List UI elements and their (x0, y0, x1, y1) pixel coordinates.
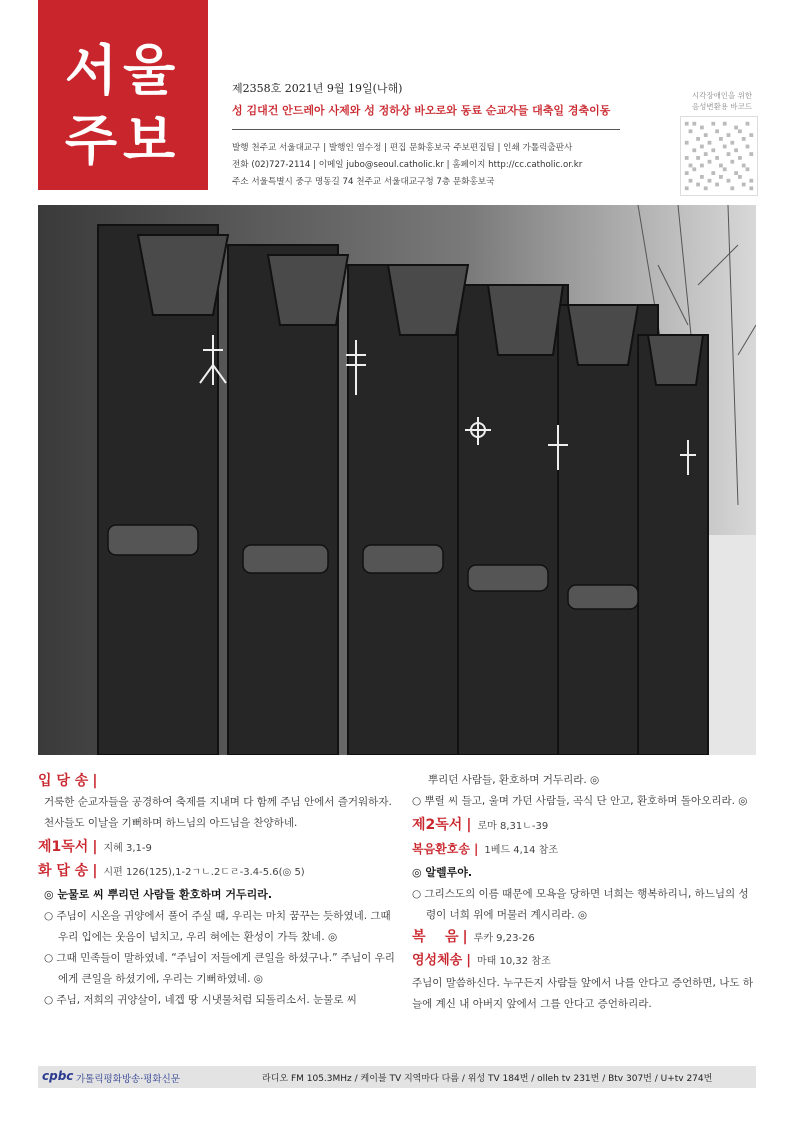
barcode-caption-1: 시각장애인을 위한 (691, 91, 753, 100)
qr-code-icon (680, 116, 758, 196)
psalm-verse-3-cont: 뿌리던 사람들, 환호하며 거두리라. ◎ (428, 774, 600, 786)
contact-line: 전화 (02)727-2114 | 이메일 jubo@seoul.catholic.kr | 홈페이지 http://cc.catholic.or.kr (232, 160, 583, 170)
publisher-line: 발행 천주교 서울대교구 | 발행인 염수정 | 편집 문화홍보국 주보편집팀 | 인쇄 가톨릭출판사 (232, 143, 573, 153)
separator: | (466, 953, 471, 968)
second-reading-heading (412, 814, 758, 838)
separator: | (462, 929, 468, 945)
alleluia-ref: 1베드 4,14 참조 (484, 845, 558, 856)
psalm-verse-3: ○ 주님, 저희의 귀양살이, 네겝 땅 시냇물처럼 되돌리소서. 눈물로 씨 (44, 994, 357, 1006)
separator: | (92, 773, 98, 789)
first-reading-ref: 지혜 3,1-9 (103, 843, 152, 854)
entrance-title: 입 당 송 (38, 773, 89, 789)
logo-line-2: 주보 (64, 109, 182, 172)
entrance-antiphon-text: 거룩한 순교자들을 공경하여 축제를 지내며 다 함께 주님 안에서 즐거워하자. 천사들도 이날을 기뻐하며 하느님의 아드님을 찬양하네. (44, 796, 392, 829)
gospel-title: 복 음 (412, 929, 459, 945)
sculpture-image (38, 205, 756, 755)
feast-title: 성 김대건 안드레아 사제와 성 정하상 바오로와 동료 순교자들 대축일 경축이동 (232, 104, 611, 117)
divider (232, 129, 620, 130)
masthead-info (232, 80, 632, 191)
psalm-verse-1: ○ 주님이 시온을 귀양에서 풀어 주실 때, 우리는 마치 꿈꾸는 듯하였네. 그때 우리 입에는 웃음이 넘치고, 우리 혀에는 환성이 가득 찼네. ◎ (44, 910, 391, 943)
address-line: 주소 서울특별시 중구 명동길 74 천주교 서울대교구청 7층 문화홍보국 (232, 177, 495, 187)
left-column (38, 770, 398, 1011)
communion-ref: 마태 10,32 참조 (476, 956, 551, 967)
gospel-ref: 루카 9,23-26 (473, 933, 535, 944)
second-reading-title: 제2독서 (412, 817, 463, 833)
martyrs-sculpture-photo (38, 205, 756, 755)
first-reading-heading (38, 836, 398, 860)
second-reading-ref: 로마 8,31ㄴ-39 (477, 821, 549, 832)
separator: | (92, 863, 98, 879)
separator: | (473, 842, 479, 856)
psalm-verse-2: ○ 그때 민족들이 말하였네. “주님이 저들에게 큰일을 하셨구나.” 주님이 우리에게 큰일을 하셨기에, 우리는 기뻐하였네. ◎ (44, 952, 395, 985)
gospel-heading (412, 926, 758, 950)
barcode-caption-2: 음성변환용 바코드 (691, 102, 753, 111)
voice-barcode (680, 90, 764, 200)
psalm-response: ◎ 눈물로 씨 뿌리던 사람들 환호하며 거두리라. (44, 888, 273, 901)
broadcast-footer (38, 1066, 756, 1088)
right-column (412, 770, 758, 1015)
logo-line-1: 서울 (64, 39, 182, 102)
alleluia-title: 복음환호송 (412, 842, 470, 856)
alleluia-response: ◎ 알렐루야. (412, 866, 473, 879)
communion-text: 주님이 말씀하신다. 누구든지 사람들 앞에서 나를 안다고 증언하면, 나도 하늘에 계신 내 아버지 앞에서 그를 안다고 증언하리라. (412, 977, 754, 1010)
psalm-title: 화 답 송 (38, 863, 89, 879)
psalm-heading (38, 860, 398, 884)
separator: | (466, 817, 472, 833)
cpbc-logo: cpbc (42, 1069, 74, 1083)
communion-title: 영성체송 (412, 953, 463, 968)
alleluia-heading (412, 838, 758, 862)
sponsor-name: 가톨릭평화방송·평화신문 (76, 1074, 180, 1085)
entrance-antiphon-heading (38, 770, 398, 792)
psalm-ref: 시편 126(125),1-2ㄱㄴ.2ㄷㄹ-3.4-5.6(◎ 5) (103, 867, 305, 878)
issue-date: 제2358호 2021년 9월 19일(나해) (232, 82, 403, 95)
masthead-logo (38, 0, 208, 190)
communion-heading (412, 950, 758, 973)
separator: | (92, 839, 98, 855)
alleluia-verse: ○ 그리스도의 이름 때문에 모욕을 당하면 너희는 행복하리니, 하느님의 성령이 너희 위에 머물러 계시리라. ◎ (412, 888, 749, 921)
first-reading-title: 제1독서 (38, 839, 89, 855)
channel-list: 라디오 FM 105.3MHz / 케이블 TV 지역마다 다름 / 위성 TV 184번 / olleh tv 231번 / Btv 307번 / U+tv 274번 (262, 1074, 713, 1084)
psalm-verse-4: ○ 뿌릴 씨 들고, 울며 가던 사람들, 곡식 단 안고, 환호하며 돌아오리라. ◎ (412, 795, 748, 807)
